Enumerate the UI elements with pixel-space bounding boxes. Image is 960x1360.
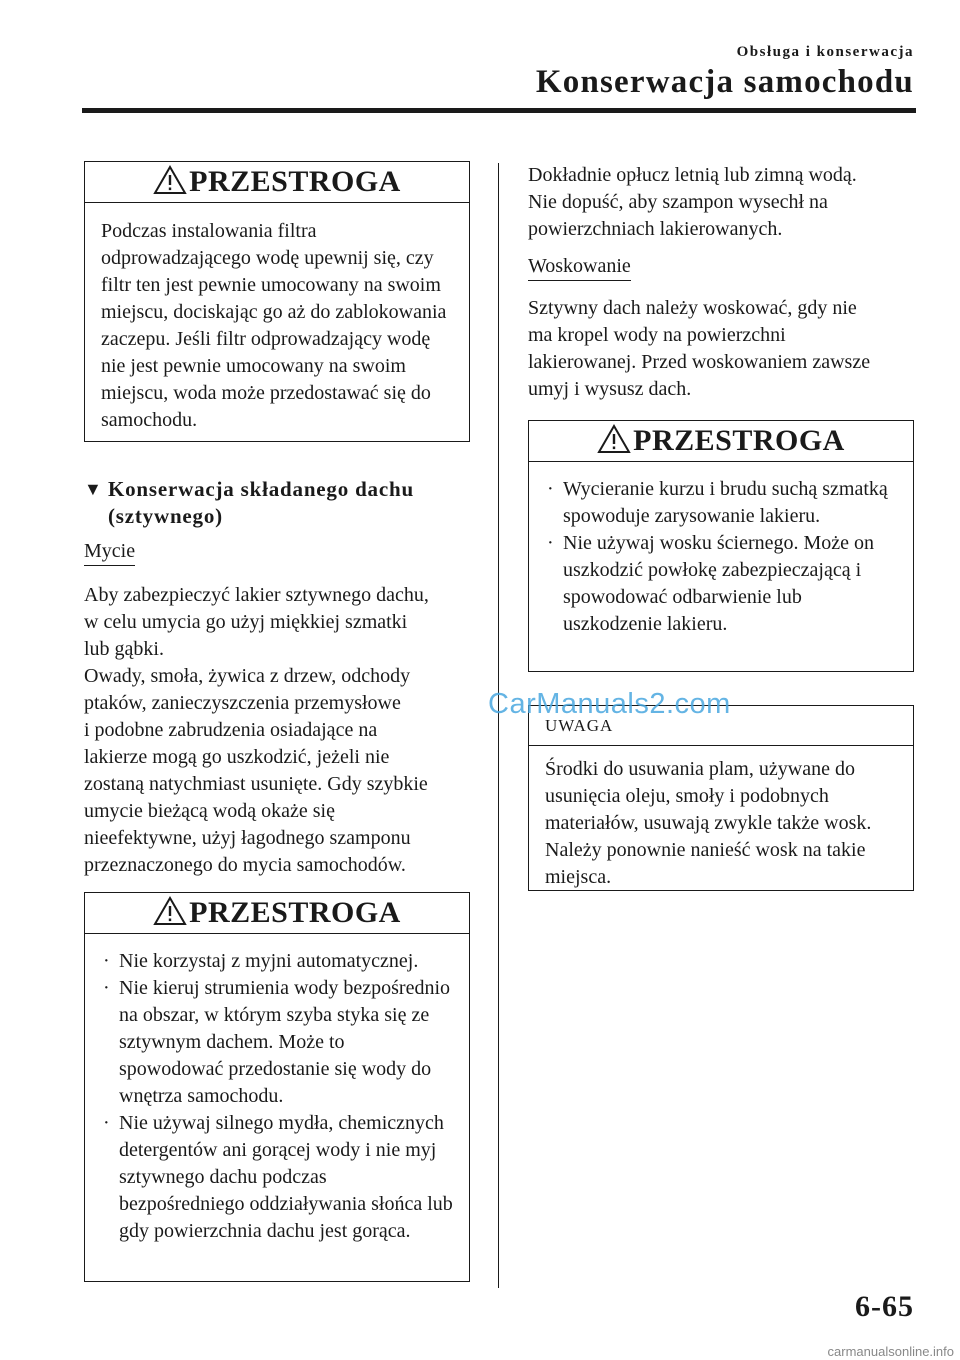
caution-title: PRZESTROGA [633, 424, 845, 457]
warning-triangle-icon [597, 424, 631, 454]
text-line: ptaków, zanieczyszczenia przemysłowe [84, 692, 401, 714]
warning-triangle-icon [153, 896, 187, 926]
bullet-item: · Nie używaj wosku ściernego. Może on uszkodzić powłokę zabezpieczającą i spowodować odbarwienie lub uszkodzenie lakieru. [545, 530, 897, 638]
text-line: ma kropel wody na powierzchni [528, 324, 786, 346]
text-line: lub gąbki. [84, 638, 164, 660]
text-line: Aby zabezpieczyć lakier sztywnego dachu, [84, 584, 429, 606]
text-line: Nie dopuść, aby szampon wysechł na [528, 191, 828, 213]
note-box [528, 705, 914, 891]
caution-title: PRZESTROGA [189, 165, 401, 198]
page-title: Konserwacja samochodu [535, 64, 914, 100]
bullet-text: Nie kieruj strumienia wody bezpośrednio na obszar, w którym szyba styka się ze sztywnym dachem. Może to spowodować przedostanie się wody do wnętrza samochodu. [119, 977, 451, 1107]
caution-text: Podczas instalowania filtra odprowadzającego wodę upewnij się, czy filtr ten jest pewnie umocowany na swoim miejscu, dociskając go aż do zablokowania zaczepu. Jeśli filtr odprowadzający wodę nie jest pewnie umocowany na swoim miejscu, woda może przedostawać się do samochodu. [101, 220, 447, 431]
caution-header [85, 162, 469, 203]
caution-title: PRZESTROGA [189, 896, 401, 929]
subheading-waxing: Woskowanie [528, 255, 631, 281]
bullet-text: Nie korzystaj z myjni automatycznej. [119, 950, 419, 972]
text-line: w celu umycia go użyj miękkiej szmatki [84, 611, 408, 633]
bullet-item: · Nie korzystaj z myjni automatycznej. [101, 948, 453, 975]
text-line: przeznaczonego do mycia samochodów. [84, 854, 406, 876]
section-heading [84, 476, 484, 530]
section-name: Obsługa i konserwacja [736, 44, 914, 60]
header-rule [82, 108, 916, 113]
bullet-text: Nie używaj wosku ściernego. Może on uszkodzić powłokę zabezpieczającą i spowodować odbarwienie lub uszkodzenie lakieru. [563, 532, 875, 635]
warning-triangle-icon [153, 165, 187, 195]
text-line: nieefektywne, użyj łagodnego szamponu [84, 827, 411, 849]
bullet-text: Wycieranie kurzu i brudu suchą szmatką spowoduje zarysowanie lakieru. [563, 478, 888, 527]
note-text: Środki do usuwania plam, używane do usunięcia oleju, smoły i podobnych materiałów, usuwają zwykle także wosk. Należy ponownie nanieść wosk na takie miejsca. [545, 758, 872, 888]
section-marker: ▼ [84, 479, 103, 499]
rinse-paragraph [528, 162, 918, 243]
text-line: umycie bieżącą wodą okaże się [84, 800, 335, 822]
text-line: lakierowanej. Przed woskowaniem zawsze [528, 351, 871, 373]
note-title: UWAGA [545, 715, 614, 735]
text-line: umyj i wysusz dach. [528, 378, 692, 400]
caution-box-waxing [528, 420, 914, 672]
caution-box-washing [84, 892, 470, 1282]
section-title-line2: (sztywnego) [108, 504, 223, 528]
waxing-paragraph [528, 295, 918, 403]
text-line: Owady, smoła, żywica z drzew, odchody [84, 665, 411, 687]
column-divider [498, 163, 499, 1288]
caution-header [529, 421, 913, 462]
text-line: lakierze mogą go uszkodzić, jeżeli nie [84, 746, 390, 768]
text-line: powierzchniach lakierowanych. [528, 218, 783, 240]
text-line: Sztywny dach należy woskować, gdy nie [528, 297, 857, 319]
bullet-item: · Wycieranie kurzu i brudu suchą szmatką spowoduje zarysowanie lakieru. [545, 476, 897, 530]
section-title-line1: Konserwacja składanego dachu [108, 477, 414, 501]
caution-box-filter [84, 161, 470, 442]
washing-paragraph [84, 582, 484, 879]
bullet-item: · Nie kieruj strumienia wody bezpośrednio na obszar, w którym szyba styka się ze sztywnym dachem. Może to spowodować przedostanie się wody do wnętrza samochodu. [101, 975, 453, 1110]
text-line: Dokładnie opłucz letnią lub zimną wodą. [528, 164, 857, 186]
text-line: zostaną natychmiast usunięte. Gdy szybkie [84, 773, 428, 795]
page-number: 6-65 [855, 1290, 914, 1323]
footer-site-link[interactable]: carmanualsonline.info [827, 1344, 954, 1359]
text-line: i podobne zabrudzenia osiadające na [84, 719, 378, 741]
bullet-item: · Nie używaj silnego mydła, chemicznych detergentów ani gorącej wody i nie myj sztywnego dachu podczas bezpośredniego oddziaływania słońca lub gdy powierzchnia dachu jest gorąca. [101, 1110, 453, 1245]
caution-header [85, 893, 469, 934]
subheading-washing: Mycie [84, 540, 135, 566]
watermark: CarManuals2.com [488, 688, 731, 720]
bullet-text: Nie używaj silnego mydła, chemicznych detergentów ani gorącej wody i nie myj sztywnego dachu podczas bezpośredniego oddziaływania słońca lub gdy powierzchnia dachu jest gorąca. [119, 1112, 453, 1242]
